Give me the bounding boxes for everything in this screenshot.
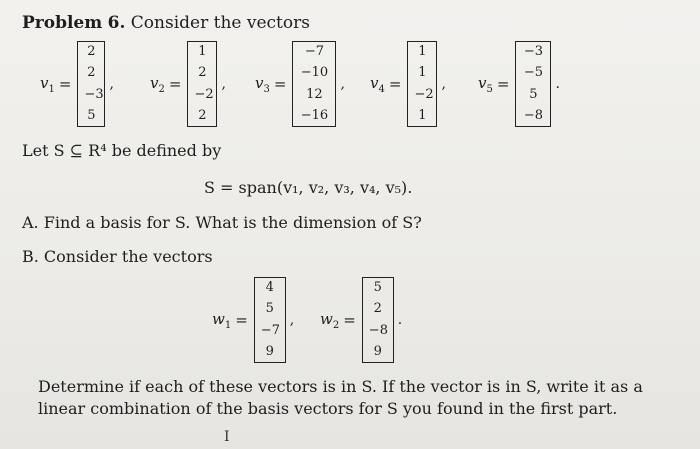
matrix-w2: 5 2 −8 9 xyxy=(362,277,394,363)
matrix-w1: 4 5 −7 9 xyxy=(254,277,286,363)
let-statement: Let S ⊆ R⁴ be defined by xyxy=(22,141,222,160)
part-b-intro: B. Consider the vectors xyxy=(22,247,213,266)
vector-w2: $w_2$ = 5 2 −8 9 . xyxy=(320,276,402,364)
matrix-v2: 1 2 −2 2 xyxy=(187,41,217,127)
matrix-v3: −7 −10 12 −16 xyxy=(292,41,336,127)
w-vectors-row xyxy=(0,276,700,366)
vector-v3: $v_3$ = −7 −10 12 −16 , xyxy=(255,40,345,128)
problem-number: 6. xyxy=(107,13,126,33)
matrix-v1: 2 2 −3 5 xyxy=(77,41,105,127)
vector-w1: $w_1$ = 4 5 −7 9 , xyxy=(212,276,294,364)
v-vectors-row xyxy=(0,40,700,130)
part-a-question: A. Find a basis for S. What is the dimension of S? xyxy=(22,213,422,232)
span-definition: S = span(v₁, v₂, v₃, v₄, v₅). xyxy=(204,178,413,197)
vector-v4: $v_4$ = 1 1 −2 1 , xyxy=(370,40,446,128)
text-cursor-icon: I xyxy=(224,429,230,445)
problem-heading xyxy=(22,13,310,33)
determine-line-1: Determine if each of these vectors is in S. If the vector is in S, write it as a xyxy=(38,377,643,396)
matrix-v4: 1 1 −2 1 xyxy=(407,41,437,127)
vector-v1: $v_1$ = 2 2 −3 5 , xyxy=(40,40,114,128)
problem-label: Problem xyxy=(22,13,103,33)
vector-v5: $v_5$ = −3 −5 5 −8 . xyxy=(478,40,560,128)
vector-v2: $v_2$ = 1 2 −2 2 , xyxy=(150,40,226,128)
matrix-v5: −3 −5 5 −8 xyxy=(515,41,551,127)
problem-intro: Consider the vectors xyxy=(130,13,310,33)
determine-line-2: linear combination of the basis vectors for S you found in the first part. xyxy=(38,399,618,418)
